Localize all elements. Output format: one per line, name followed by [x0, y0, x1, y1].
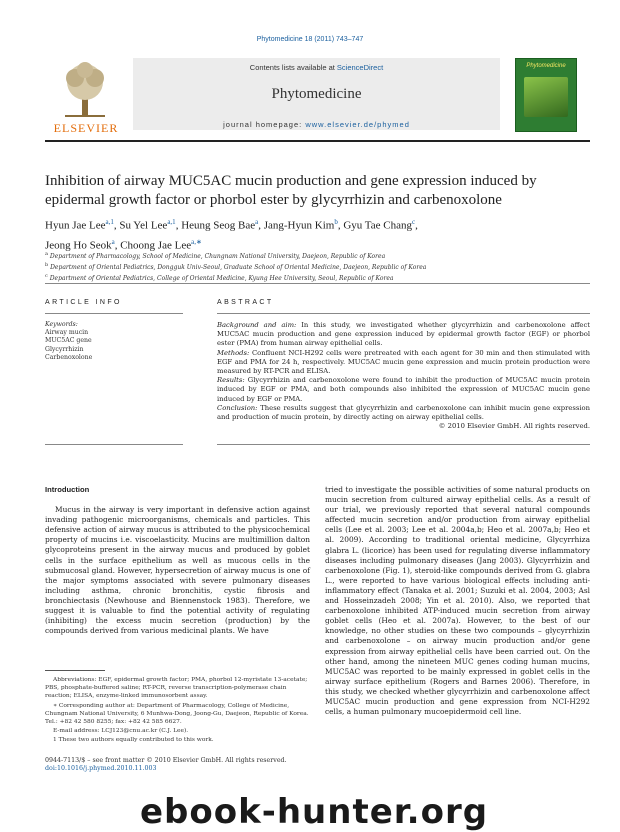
abstract-background [217, 321, 590, 349]
affiliation [45, 250, 590, 261]
author-list [45, 214, 590, 253]
body-paragraph: Mucus in the airway is very important in defensive action against invading pathogenic microorganisms, chemicals and particles. This defensive action of airway mucus is attributed to the physicochemical property of mucins i.e. viscoelasticity. Mucins are multimillion dalton glycoproteins present in the airway mucus and produced by goblet cells in the surface epithelium as well as mucous cells in the submucosal gland. However, hypersecretion of airway mucus is one of the major symptoms associated with severe pulmonary diseases including asthma, chronic bronchitis, cystic fibrosis and bronchiectasis (Newhouse and Biennenstock 1983). Therefore, we suggest it is valuable to find the potential activity of regulating (inhibiting) the excess mucin secretion (production) by the compounds derived from various medicinal plants. We have [45, 505, 310, 636]
abstract-text: In this study, we investigated whether glycyrrhizin and carbenoxolone affect MUC5AC mucin production and gene expression induced by epidermal growth factor (EGF) or phorbol ester (PMA) from human airway epithelial cells. [217, 321, 590, 348]
abstract-label: Conclusion: [217, 403, 258, 412]
abstract-label: Results: [217, 376, 245, 385]
author-name[interactable]: Su Yel Lee [119, 219, 168, 232]
keyword: Airway mucin [45, 329, 89, 337]
issn-line: 0944-7113/$ – see front matter © 2010 Elsevier GmbH. All rights reserved. [45, 757, 287, 764]
affiliation-mark: c [45, 273, 48, 279]
copyright-notice: © 2010 Elsevier GmbH. All rights reserved. [438, 422, 590, 431]
author-affiliation-mark[interactable]: a [111, 237, 115, 246]
abstract-rule [217, 313, 590, 314]
affiliations [45, 250, 590, 283]
abstract-conclusion [217, 404, 590, 422]
keyword: Carbenoxolone [45, 353, 93, 361]
affiliation [45, 272, 590, 283]
affiliation [45, 261, 590, 272]
article-info-bottom-rule [45, 444, 183, 445]
footnote-rule [45, 670, 105, 671]
cover-title: Phytomedicine [526, 63, 566, 69]
homepage-prefix: journal homepage: [223, 120, 306, 129]
footnote-abbreviations: Abbreviations: EGF, epidermal growth factor; PMA, phorbol 12-myristate 13-acetate; PBS, phosphate-buffered saline; RT-PCR, reverse transcription-polymerase chain reaction; ELISA, enzyme-linked immunosorbent assay. [45, 677, 308, 700]
elsevier-wordmark: ELSEVIER [53, 121, 119, 135]
author-affiliation-mark[interactable]: c [412, 218, 416, 226]
affiliation-rule [45, 283, 590, 284]
author-name[interactable]: Jeong Ho Seok [45, 239, 112, 252]
author-name[interactable]: Hyun Jae Lee [45, 219, 106, 232]
footnotes [45, 676, 310, 746]
journal-title: Phytomedicine [271, 86, 362, 102]
affiliation-text: Department of Oriental Pediatrics, Dongguk Univ-Seoul, Graduate School of Oriental Medicine, Daejeon, Republic of Korea [48, 264, 427, 271]
abstract-heading: ABSTRACT [217, 299, 274, 306]
homepage-link[interactable]: www.elsevier.de/phymed [305, 120, 410, 129]
author-affiliation-mark[interactable]: a [255, 218, 259, 226]
watermark: ebook-hunter.org [140, 792, 489, 832]
author-affiliation-mark[interactable]: a,∗ [191, 237, 202, 246]
doi-link[interactable]: doi:10.1016/j.phymed.2010.11.003 [45, 765, 157, 773]
homepage-line [133, 120, 500, 129]
article-info-heading: ARTICLE INFO [45, 299, 122, 306]
abstract-label: Methods: [217, 348, 250, 357]
affiliation-mark: b [45, 262, 49, 268]
keywords-block [45, 321, 183, 362]
author-name[interactable]: Choong Jae Lee [120, 239, 192, 252]
journal-header [45, 58, 590, 138]
keyword: Glycyrrhizin [45, 345, 84, 353]
body-column-left [45, 485, 310, 636]
journal-banner [133, 58, 500, 130]
keyword: MUC5AC gene [45, 337, 92, 345]
abstract-results [217, 376, 590, 404]
author-name[interactable]: Heung Seog Bae [181, 219, 256, 232]
contents-line [133, 63, 500, 72]
authors-line-2: Jeong Ho Seok$^a$, Choong Jae Lee$^{a,∗}$ [45, 237, 202, 252]
footnote-equal-contribution: 1 These two authors equally contributed to this work. [53, 737, 214, 744]
journal-reference[interactable]: Phytomedicine 18 (2011) 743–747 [256, 36, 364, 43]
author-name[interactable]: Gyu Tae Chang [343, 219, 412, 232]
front-matter [45, 757, 310, 774]
elsevier-logo [45, 58, 125, 136]
abstract-body [217, 321, 590, 431]
abstract-bottom-rule [217, 444, 590, 445]
introduction-heading: Introduction [45, 485, 90, 494]
author-name[interactable]: Jang-Hyun Kim [263, 219, 335, 232]
header-rule [45, 140, 590, 142]
cover-image [524, 77, 568, 117]
journal-cover-thumbnail[interactable] [515, 58, 577, 132]
footnote-email[interactable]: E-mail address: LCJ123@cnu.ac.kr (C.J. Lee). [53, 728, 189, 735]
footnote-corresponding-author: ∗ Corresponding author at: Department of Pharmacology, College of Medicine, Chungnam National University, 6 Munhwa-Dong, Joong-Gu, Daejeon, Republic of Korea. Tel.: +82 42 580 8255; fax: +82 42 585 6627. [45, 702, 309, 726]
contents-prefix: Contents lists available at [249, 63, 337, 72]
abstract-text: Confluent NCI-H292 cells were pretreated with each agent for 30 min and then stimulated with EGF and PMA for 24 h, respectively. MUC5AC mucin gene expression and mucin protein production were measured by RT-PCR and ELISA. [217, 348, 590, 376]
abstract-label: Background and aim: [217, 321, 297, 329]
sciencedirect-link[interactable]: ScienceDirect [336, 63, 384, 72]
affiliation-text: Department of Pharmacology, School of Medicine, Chungnam National University, Daejeon, Republic of Korea [47, 253, 386, 260]
article-title: Inhibition of airway MUC5AC mucin production and gene expression induced by epidermal growth factor or phorbol ester by glycyrrhizin and carbenoxolone [45, 173, 537, 208]
author-affiliation-mark[interactable]: a,1 [105, 218, 114, 226]
abstract-text: Glycyrrhizin and carbenoxolone were found to inhibit the production of MUC5AC mucin protein induced by EGF or PMA, and both compounds also inhibited the expression of MUC5AC mucin gene induced by EGF or PMA. [217, 376, 590, 403]
authors-line-1: Hyun Jae Lee$^{a,1}$, Su Yel Lee$^{a,1}$, Heung Seog Bae$^a$, Jang-Hyun Kim$^b$, Gyu Tae Chang$^c$, [45, 218, 418, 232]
article-info-rule [45, 313, 183, 314]
abstract-methods [217, 349, 590, 377]
body-column-right [325, 485, 590, 717]
affiliation-text: Department of Oriental Pediatrics, College of Oriental Medicine, Kyung Hee University, Seoul, Republic of Korea [47, 275, 394, 282]
keywords-label: Keywords: [45, 321, 78, 328]
author-affiliation-mark[interactable]: a,1 [167, 218, 176, 226]
affiliation-mark: a [45, 251, 48, 257]
body-paragraph: tried to investigate the possible activities of some natural products on mucin secretion from cultured airway epithelial cells. As a result of our trial, we previously reported that several natural compounds affected mucin secretion and/or production from airway epithelial cells (Lee et al. 2003; Lee et al. 2004a,b; Heo et al. 2007a,b; Heo et al. 2009). According to traditional oriental medicine, Glycyrrhiza glabra L. (licorice) has been used for regulating diverse inflammatory diseases including pulmonary diseases (Jang 2003). Glycyrrhizin and carbenoxolone (Fig. 1), steroid-like compounds derived from G. glabra L., were reported to have various biological effects including anti-inflammatory effect (Tanaka et al. 2001; Suzuki et al. 2004, 2003; Asl and Hosseinzadeh 2008; Yin et al. 2010). Also, we reported that carbenoxolone inhibited ATP-induced mucin secretion from airway goblet cells (Heo et al. 2007a). However, to the best of our knowledge, no other studies on these two compounds – glycyrrhizin and carbenoxolone – on airway mucin production and/or gene expression from airway epithelial cells have been carried out. On the other hand, among the nineteen MUC genes coding human mucins, MUC5AC was reported to be mainly expressed in goblet cells in the airway surface epithelium (Rogers and Barnes 2006). Therefore, in this study, we checked whether glycyrrhizin and carbenoxolone affect MUC5AC mucin production and gene expression from NCI-H292 cells, a human pulmonary mucoepidermoid cell line. [325, 485, 590, 717]
elsevier-tree-icon [55, 60, 115, 118]
abstract-text: These results suggest that glycyrrhizin and carbenoxolone can inhibit mucin gene expression and production of mucin protein, by directly acting on airway epithelial cells. [217, 403, 590, 422]
author-affiliation-mark[interactable]: b [334, 218, 338, 226]
